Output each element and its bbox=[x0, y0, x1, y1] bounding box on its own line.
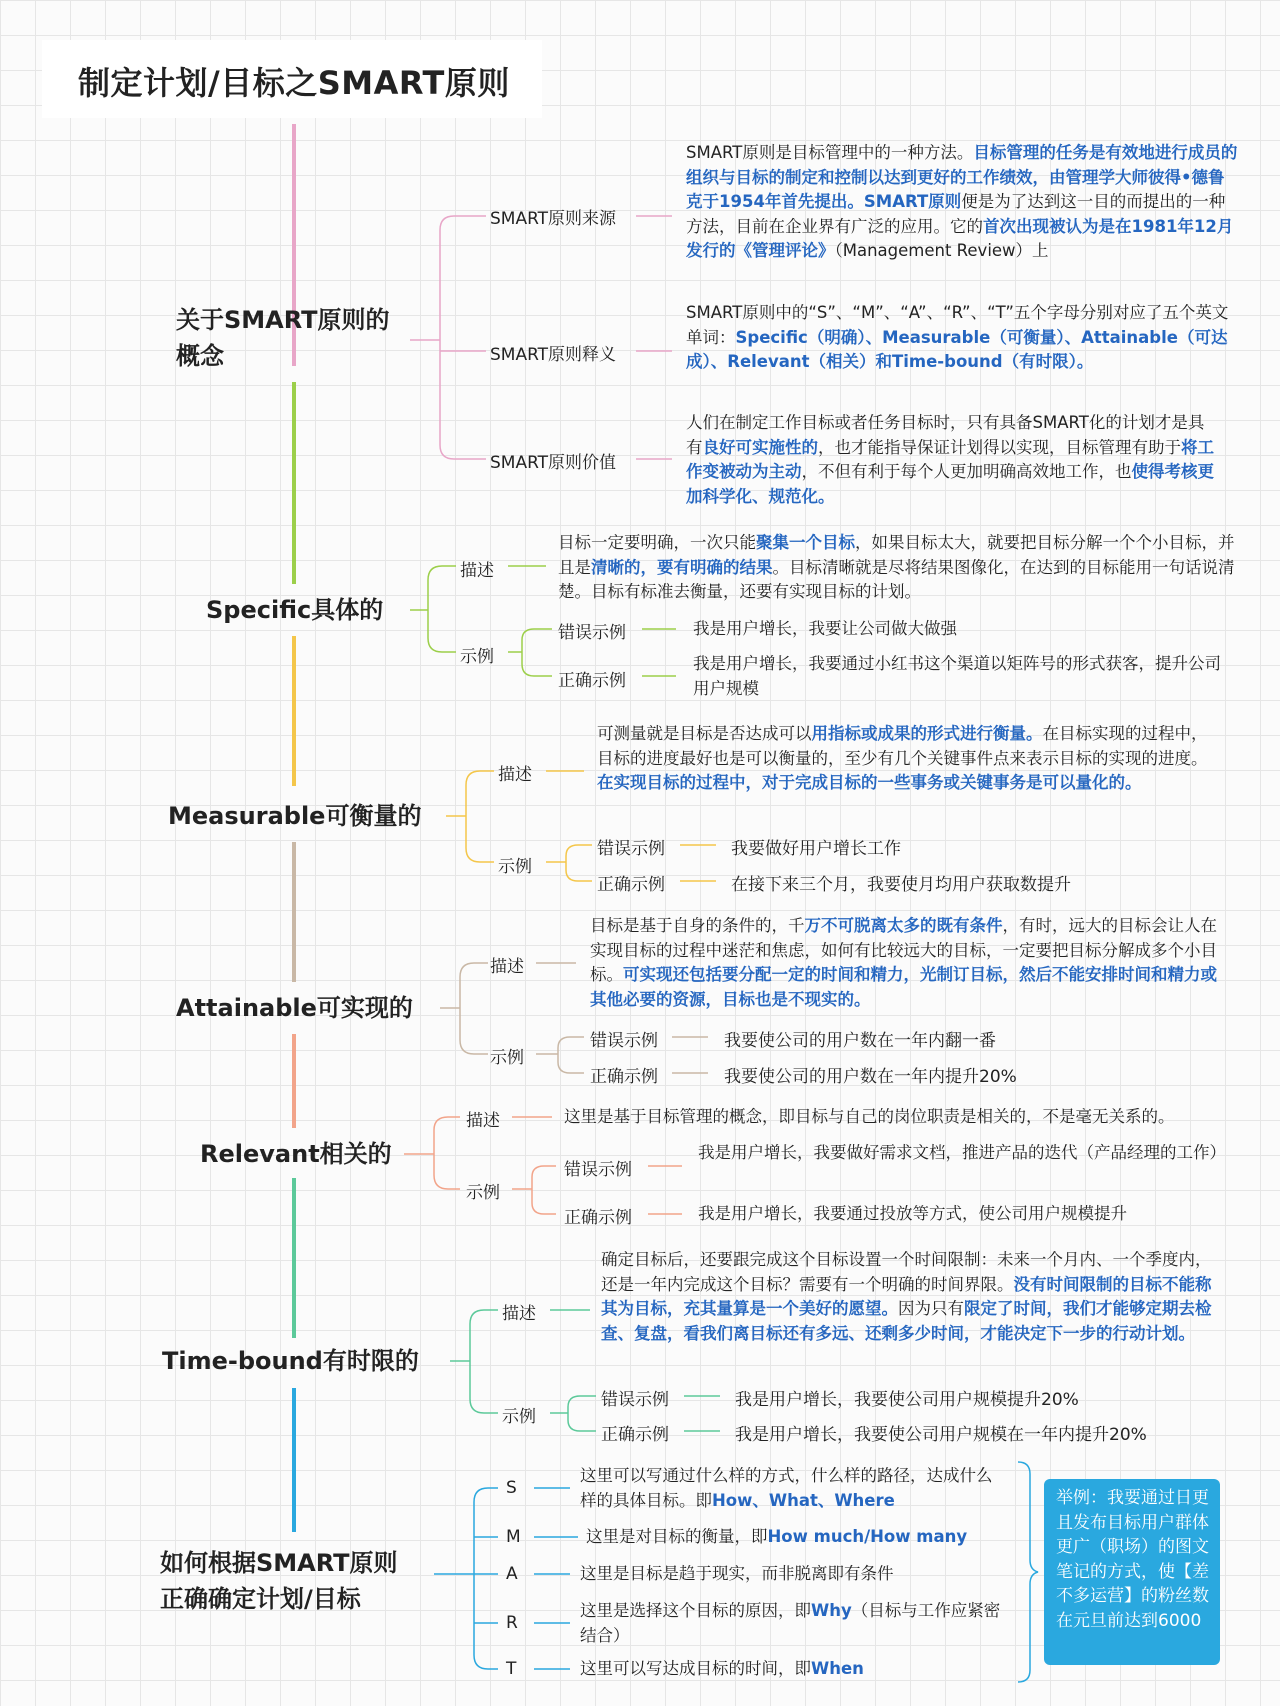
howto-title-line1: 如何根据SMART原则 bbox=[160, 1549, 398, 1577]
howto-m-text: 这里是对目标的衡量，即How much/How many bbox=[586, 1527, 968, 1546]
specific-wrong-label: 错误示例 bbox=[558, 623, 626, 643]
concept-title-line1: 关于SMART原则的 bbox=[176, 306, 390, 334]
page-title: 制定计划/目标之SMART原则 bbox=[78, 64, 510, 102]
attainable-desc-text: 目标是基于自身的条件的，千万不可脱离太多的既有条件，有时，远大的目标会让人在实现目标的过程中迷茫和焦虑，如何有比较远大的目标，一定要把目标分解成多个小目标。可实现还包括要分配一定的时间和精力，光制订目标，然后不能安排时间和精力或其他必要的资源，目标也是不现实的。 bbox=[590, 916, 1217, 1009]
branch-concept bbox=[410, 216, 672, 459]
section-relevant-title: Relevant相关的 bbox=[200, 1140, 392, 1168]
timebound-right-label: 正确示例 bbox=[601, 1425, 669, 1445]
relevant-desc-label: 描述 bbox=[466, 1111, 500, 1131]
concept-value-label: SMART原则价值 bbox=[490, 453, 617, 473]
branch-relevant bbox=[404, 1117, 682, 1214]
howto-title-line2: 正确确定计划/目标 bbox=[160, 1585, 361, 1613]
timebound-wrong-label: 错误示例 bbox=[601, 1390, 669, 1410]
attainable-right-label: 正确示例 bbox=[590, 1067, 658, 1087]
relevant-right-label: 正确示例 bbox=[564, 1208, 632, 1228]
specific-desc-label: 描述 bbox=[460, 561, 494, 581]
section-measurable-title: Measurable可衡量的 bbox=[168, 802, 422, 830]
section-howto-title bbox=[160, 1545, 398, 1617]
measurable-right-text: 在接下来三个月，我要使月均用户获取数提升 bbox=[731, 875, 1071, 895]
measurable-example-label: 示例 bbox=[498, 857, 532, 877]
attainable-right-text: 我要使公司的用户数在一年内提升20% bbox=[724, 1067, 1017, 1087]
timebound-right-text: 我是用户增长，我要使公司用户规模在一年内提升20% bbox=[735, 1425, 1147, 1445]
section-attainable-title: Attainable可实现的 bbox=[176, 994, 413, 1022]
howto-r-text: 这里是选择这个目标的原因，即Why（目标与工作应紧密结合） bbox=[580, 1601, 1001, 1645]
concept-meaning-label: SMART原则释义 bbox=[490, 345, 617, 365]
relevant-wrong-text: 我是用户增长，我要做好需求文档，推进产品的迭代（产品经理的工作） bbox=[698, 1143, 1226, 1162]
howto-m-label: M bbox=[506, 1527, 521, 1547]
specific-wrong-text: 我是用户增长，我要让公司做大做强 bbox=[693, 619, 957, 638]
specific-example-label: 示例 bbox=[460, 647, 494, 667]
timebound-example-label: 示例 bbox=[502, 1407, 536, 1427]
howto-s-label: S bbox=[506, 1478, 517, 1498]
measurable-desc-label: 描述 bbox=[498, 765, 532, 785]
concept-source-label: SMART原则来源 bbox=[490, 209, 617, 229]
attainable-example-label: 示例 bbox=[490, 1048, 524, 1068]
relevant-desc-text: 这里是基于目标管理的概念，即目标与自己的岗位职责是相关的，不是毫无关系的。 bbox=[564, 1107, 1175, 1126]
specific-desc-text: 目标一定要明确，一次只能聚集一个目标，如果目标太大，就要把目标分解一个个小目标，并且是清晰的，要有明确的结果。目标清晰就是尽将结果图像化，在达到的目标能用一句话说清楚。目标有标准去衡量，还要有实现目标的计划。 bbox=[558, 533, 1235, 602]
section-timebound-title: Time-bound有时限的 bbox=[162, 1347, 419, 1375]
concept-meaning-text: SMART原则中的“S”、“M”、“A”、“R”、“T”五个字母分别对应了五个英文单词：Specific（明确）、Measurable（可衡量）、Attainable（可达成）、Relevant（相关）和Time-bound（有时限）。 bbox=[686, 303, 1229, 372]
timebound-wrong-text: 我是用户增长，我要使公司用户规模提升20% bbox=[735, 1390, 1079, 1410]
measurable-wrong-text: 我要做好用户增长工作 bbox=[731, 839, 901, 859]
measurable-right-label: 正确示例 bbox=[597, 875, 665, 895]
relevant-right-text: 我是用户增长，我要通过投放等方式，使公司用户规模提升 bbox=[698, 1204, 1127, 1223]
section-concept-title bbox=[176, 302, 390, 374]
howto-s-text: 这里可以写通过什么样的方式，什么样的路径，达成什么样的具体目标。即How、What、Where bbox=[580, 1466, 993, 1510]
section-specific-title: Specific具体的 bbox=[206, 596, 384, 624]
measurable-wrong-label: 错误示例 bbox=[597, 839, 665, 859]
howto-a-text: 这里是目标是趋于现实，而非脱离即有条件 bbox=[580, 1564, 894, 1583]
attainable-wrong-text: 我要使公司的用户数在一年内翻一番 bbox=[724, 1031, 996, 1051]
timebound-desc-text: 确定目标后，还要跟完成这个目标设置一个时间限制：未来一个月内、一个季度内，还是一年内完成这个目标？需要有一个明确的时间界限。没有时间限制的目标不能称其为目标，充其量算是一个美好的愿望。因为只有限定了时间，我们才能够定期去检查、复盘，看我们离目标还有多远、还剩多少时间，才能决定下一步的行动计划。 bbox=[601, 1250, 1212, 1343]
concept-source-text: SMART原则是目标管理中的一种方法。目标管理的任务是有效地进行成员的组织与目标的制定和控制以达到更好的工作绩效，由管理学大师彼得•德鲁克于1954年首先提出。SMART原则便是为了达到这一目的而提出的一种方法，目前在企业界有广泛的应用。它的首次出现被认为是在1981年12月发行的《管理评论》（Management Review）上 bbox=[686, 143, 1238, 261]
howto-r-label: R bbox=[506, 1613, 518, 1633]
relevant-wrong-label: 错误示例 bbox=[564, 1160, 632, 1180]
howto-t-text: 这里可以写达成目标的时间，即When bbox=[580, 1659, 864, 1678]
concept-value-text: 人们在制定工作目标或者任务目标时，只有具备SMART化的计划才是具有良好可实施性的，也才能指导保证计划得以实现，目标管理有助于将工作变被动为主动，不但有利于每个人更加明确高效地工作，也使得考核更加科学化、规范化。 bbox=[686, 413, 1214, 506]
specific-right-label: 正确示例 bbox=[558, 671, 626, 691]
specific-right-text: 我是用户增长，我要通过小红书这个渠道以矩阵号的形式获客，提升公司用户规模 bbox=[693, 654, 1221, 698]
howto-a-label: A bbox=[506, 1564, 518, 1584]
attainable-desc-label: 描述 bbox=[490, 957, 524, 977]
timebound-desc-label: 描述 bbox=[502, 1304, 536, 1324]
concept-title-line2: 概念 bbox=[176, 342, 224, 370]
measurable-desc-text: 可测量就是目标是否达成可以用指标或成果的形式进行衡量。在目标实现的过程中，目标的进度最好也是可以衡量的，至少有几个关键事件点来表示目标的实现的进度。在实现目标的过程中，对于完成目标的一些事务或关键事务是可以量化的。 bbox=[597, 724, 1208, 793]
relevant-example-label: 示例 bbox=[466, 1183, 500, 1203]
example-box: 举例：我要通过日更且发布目标用户群体更广（职场）的图文笔记的方式，使【差不多运营】的粉丝数在元旦前达到6000 bbox=[1044, 1479, 1220, 1665]
howto-t-label: T bbox=[506, 1659, 517, 1679]
attainable-wrong-label: 错误示例 bbox=[590, 1031, 658, 1051]
